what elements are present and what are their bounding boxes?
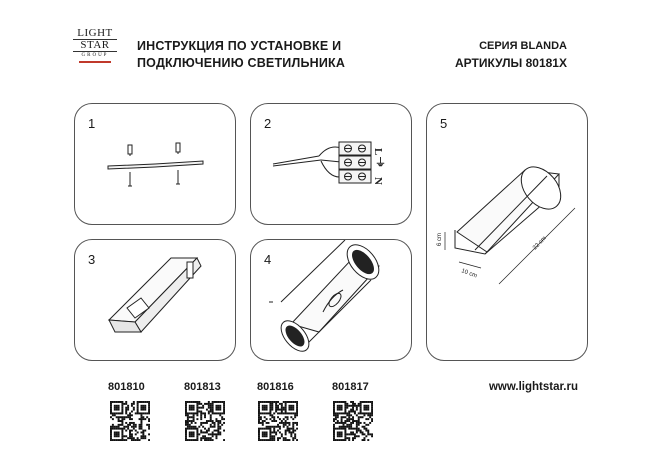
title-line-1: ИНСТРУКЦИЯ ПО УСТАНОВКЕ И [137,39,342,53]
logo-line-2: STAR [73,39,117,52]
wire-label-l: L [372,148,384,156]
qr-pattern [110,401,150,441]
brand-logo [73,28,117,78]
qr-code-801816 [258,401,298,441]
step-number: 5 [440,116,448,131]
step-number: 1 [88,116,96,131]
step-panel-1 [74,103,236,225]
lamp-assembly-illustration [251,240,411,360]
document-title [137,38,345,72]
wire-label-n: N [372,177,384,185]
mounting-plate-illustration [75,104,235,224]
article-code-4: 801817 [332,381,369,393]
wire-label-earth: ⏚ [375,157,386,169]
step-panel-5 [426,103,588,361]
title-line-2: ПОДКЛЮЧЕНИЮ СВЕТИЛЬНИКА [137,56,346,70]
dim-height: 6 cm [437,232,443,246]
series-name: СЕРИЯ BLANDA [479,40,567,52]
step-panel-4 [250,239,412,361]
articles-label: АРТИКУЛЫ 80181X [455,56,567,70]
logo-line-1: LIGHT [77,27,113,39]
series-info [455,38,567,72]
step-panel-3 [74,239,236,361]
article-code-2: 801813 [184,381,221,393]
wiring-diagram-illustration [251,104,411,224]
dimensions-illustration [427,104,587,360]
qr-pattern [258,401,298,441]
qr-code-801817 [333,401,373,441]
article-code-1: 801810 [108,381,145,393]
website-link[interactable]: www.lightstar.ru [488,381,578,393]
step-number: 4 [264,252,272,267]
logo-accent-bar [79,61,111,63]
qr-code-801810 [110,401,150,441]
dim-length: 22 cm [532,235,548,252]
step-panel-2 [250,103,412,225]
logo-line-3: GROUP [81,53,109,58]
qr-code-801813 [185,401,225,441]
article-code-3: 801816 [257,381,294,393]
qr-pattern [333,401,373,441]
qr-pattern [185,401,225,441]
step-number: 3 [88,252,96,267]
dim-width: 10 cm [460,268,478,280]
step-number: 2 [264,116,272,131]
mounting-step-illustration [75,240,235,360]
